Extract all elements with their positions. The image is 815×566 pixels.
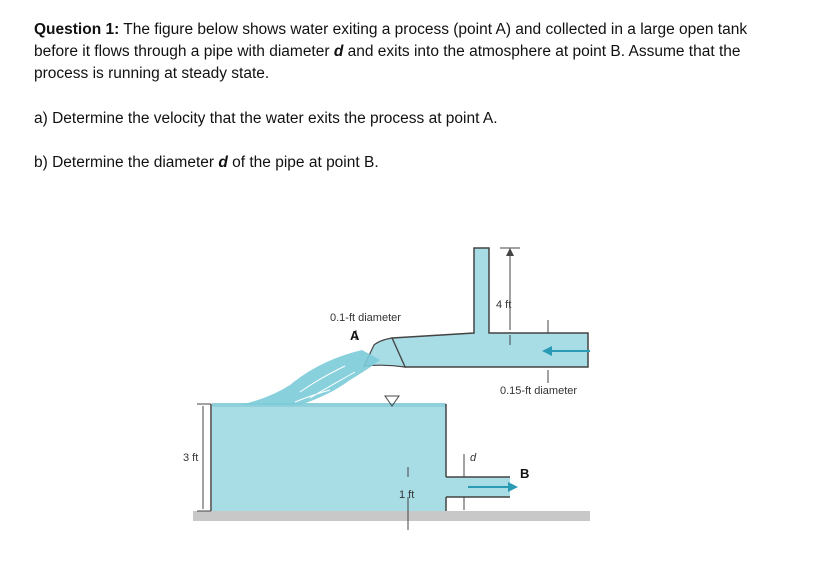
dim-3ft	[197, 404, 211, 511]
label-4ft: 4 ft	[496, 299, 512, 311]
label-d: d	[470, 452, 477, 464]
label-A: A	[350, 328, 360, 343]
outflow-arrowhead	[508, 482, 518, 492]
part-b-prefix: b) Determine the diameter	[34, 154, 219, 171]
label-3ft: 3 ft	[183, 452, 199, 464]
part-b-variable: d	[218, 154, 228, 171]
question-body-2: and exits into the atmosphere at point B. Assume that the process is running at steady state.	[34, 43, 741, 82]
question-label: Question 1:	[34, 21, 120, 38]
part-a-text: a) Determine the velocity that the water exits the process at point A.	[34, 110, 498, 127]
ground-slab	[193, 511, 590, 521]
part-b-suffix: of the pipe at point B.	[227, 154, 379, 171]
label-1ft: 1 ft	[399, 489, 415, 501]
label-015-diameter: 0.15-ft diameter	[500, 385, 578, 397]
question-body-1: The figure below shows water exiting a process (point A) and collected in a large open tank before it flows through a pipe with diameter	[34, 21, 748, 60]
label-B: B	[520, 466, 530, 481]
dim-4ft	[500, 248, 520, 330]
question-variable-d: d	[333, 43, 344, 60]
label-A-diameter: 0.1-ft diameter	[330, 312, 401, 324]
process-pipe	[392, 248, 588, 367]
